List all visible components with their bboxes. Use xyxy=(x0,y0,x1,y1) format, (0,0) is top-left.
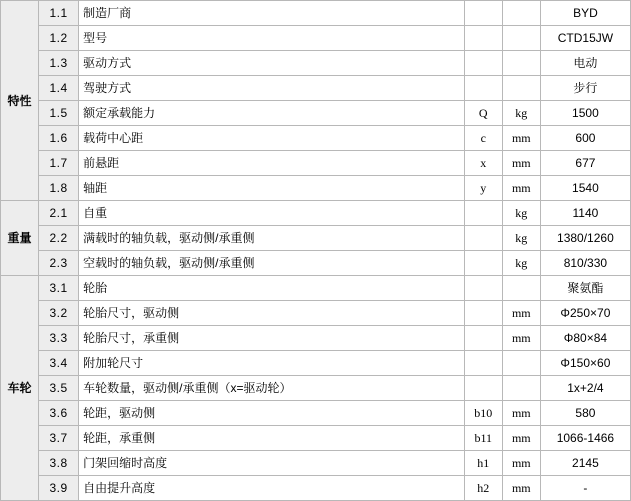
row-number: 3.5 xyxy=(39,376,79,401)
row-value: 1380/1260 xyxy=(540,226,630,251)
row-unit: mm xyxy=(502,326,540,351)
row-number: 3.9 xyxy=(39,476,79,501)
row-value: 580 xyxy=(540,401,630,426)
row-number: 2.3 xyxy=(39,251,79,276)
row-name: 自由提升高度 xyxy=(79,476,465,501)
row-unit: kg xyxy=(502,226,540,251)
row-unit: mm xyxy=(502,401,540,426)
table-row xyxy=(1,401,631,426)
row-symbol: b11 xyxy=(464,426,502,451)
table-row xyxy=(1,426,631,451)
row-symbol xyxy=(464,76,502,101)
row-symbol xyxy=(464,226,502,251)
row-unit xyxy=(502,51,540,76)
row-name: 驱动方式 xyxy=(79,51,465,76)
row-symbol: b10 xyxy=(464,401,502,426)
row-unit: mm xyxy=(502,301,540,326)
row-value: 600 xyxy=(540,126,630,151)
table-row xyxy=(1,301,631,326)
row-unit: kg xyxy=(502,201,540,226)
row-name: 轴距 xyxy=(79,176,465,201)
row-unit xyxy=(502,376,540,401)
table-row xyxy=(1,26,631,51)
table-row xyxy=(1,226,631,251)
row-symbol xyxy=(464,26,502,51)
row-symbol xyxy=(464,276,502,301)
row-unit: mm xyxy=(502,476,540,501)
group-label: 特性 xyxy=(1,1,39,201)
row-symbol: y xyxy=(464,176,502,201)
row-unit: mm xyxy=(502,176,540,201)
row-symbol: h2 xyxy=(464,476,502,501)
table-row xyxy=(1,326,631,351)
row-number: 2.2 xyxy=(39,226,79,251)
row-unit: kg xyxy=(502,101,540,126)
table-row xyxy=(1,126,631,151)
table-row xyxy=(1,76,631,101)
row-symbol: h1 xyxy=(464,451,502,476)
row-number: 1.8 xyxy=(39,176,79,201)
row-unit: mm xyxy=(502,126,540,151)
table-row xyxy=(1,51,631,76)
row-unit: kg xyxy=(502,251,540,276)
row-value: 1540 xyxy=(540,176,630,201)
row-name: 前悬距 xyxy=(79,151,465,176)
table-row xyxy=(1,451,631,476)
table-row xyxy=(1,251,631,276)
row-number: 3.3 xyxy=(39,326,79,351)
row-unit: mm xyxy=(502,451,540,476)
row-symbol xyxy=(464,326,502,351)
row-number: 3.8 xyxy=(39,451,79,476)
row-value: 677 xyxy=(540,151,630,176)
table-row xyxy=(1,101,631,126)
row-unit xyxy=(502,276,540,301)
row-number: 1.7 xyxy=(39,151,79,176)
row-name: 制造厂商 xyxy=(79,1,465,26)
row-value: Φ150×60 xyxy=(540,351,630,376)
row-number: 1.4 xyxy=(39,76,79,101)
row-symbol xyxy=(464,1,502,26)
row-name: 型号 xyxy=(79,26,465,51)
row-value: 步行 xyxy=(540,76,630,101)
row-name: 轮胎 xyxy=(79,276,465,301)
row-value: 1066-1466 xyxy=(540,426,630,451)
row-value: - xyxy=(540,476,630,501)
row-number: 1.1 xyxy=(39,1,79,26)
row-symbol: c xyxy=(464,126,502,151)
table-row xyxy=(1,351,631,376)
row-value: 1x+2/4 xyxy=(540,376,630,401)
specification-table-body xyxy=(1,1,631,501)
row-name: 空载时的轴负载，驱动侧/承重侧 xyxy=(79,251,465,276)
row-value: 聚氨酯 xyxy=(540,276,630,301)
row-value: Φ250×70 xyxy=(540,301,630,326)
row-number: 3.2 xyxy=(39,301,79,326)
row-value: 2145 xyxy=(540,451,630,476)
table-row xyxy=(1,276,631,301)
row-number: 3.4 xyxy=(39,351,79,376)
row-value: 1140 xyxy=(540,201,630,226)
row-unit xyxy=(502,76,540,101)
row-unit: mm xyxy=(502,151,540,176)
group-label: 车轮 xyxy=(1,276,39,501)
table-row xyxy=(1,476,631,501)
table-row xyxy=(1,376,631,401)
row-name: 门架回缩时高度 xyxy=(79,451,465,476)
table-row xyxy=(1,151,631,176)
table-row xyxy=(1,201,631,226)
row-unit: mm xyxy=(502,426,540,451)
row-symbol xyxy=(464,201,502,226)
row-value: 电动 xyxy=(540,51,630,76)
row-symbol: x xyxy=(464,151,502,176)
row-value: 810/330 xyxy=(540,251,630,276)
row-name: 轮胎尺寸，驱动侧 xyxy=(79,301,465,326)
row-name: 自重 xyxy=(79,201,465,226)
row-unit xyxy=(502,351,540,376)
row-name: 轮距，驱动侧 xyxy=(79,401,465,426)
row-number: 3.7 xyxy=(39,426,79,451)
row-number: 1.3 xyxy=(39,51,79,76)
row-name: 载荷中心距 xyxy=(79,126,465,151)
row-value: 1500 xyxy=(540,101,630,126)
row-symbol: Q xyxy=(464,101,502,126)
row-symbol xyxy=(464,301,502,326)
row-unit xyxy=(502,1,540,26)
row-name: 驾驶方式 xyxy=(79,76,465,101)
row-number: 3.6 xyxy=(39,401,79,426)
row-name: 附加轮尺寸 xyxy=(79,351,465,376)
row-symbol xyxy=(464,351,502,376)
row-name: 车轮数量，驱动侧/承重侧（x=驱动轮） xyxy=(79,376,465,401)
row-name: 轮距，承重侧 xyxy=(79,426,465,451)
row-number: 1.5 xyxy=(39,101,79,126)
row-symbol xyxy=(464,376,502,401)
row-value: Φ80×84 xyxy=(540,326,630,351)
row-unit xyxy=(502,26,540,51)
group-label: 重量 xyxy=(1,201,39,276)
table-row xyxy=(1,176,631,201)
row-number: 2.1 xyxy=(39,201,79,226)
row-value: CTD15JW xyxy=(540,26,630,51)
row-symbol xyxy=(464,51,502,76)
row-number: 3.1 xyxy=(39,276,79,301)
row-number: 1.6 xyxy=(39,126,79,151)
row-name: 轮胎尺寸，承重侧 xyxy=(79,326,465,351)
row-name: 满载时的轴负载，驱动侧/承重侧 xyxy=(79,226,465,251)
row-symbol xyxy=(464,251,502,276)
row-number: 1.2 xyxy=(39,26,79,51)
row-name: 额定承载能力 xyxy=(79,101,465,126)
table-row xyxy=(1,1,631,26)
row-value: BYD xyxy=(540,1,630,26)
